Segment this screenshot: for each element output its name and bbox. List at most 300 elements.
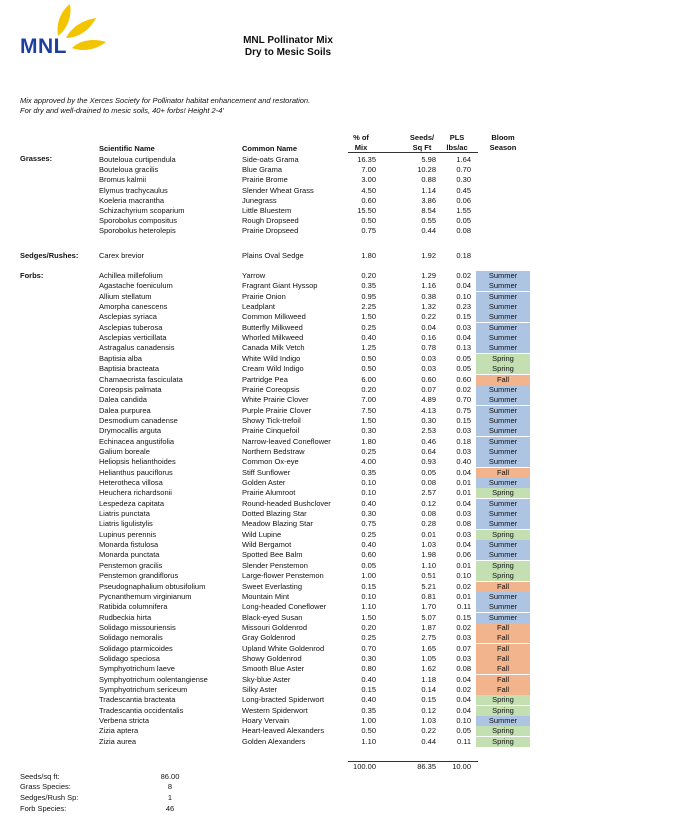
seeds-per-sqft: 1.16: [421, 281, 436, 291]
mix-percent: 1.50: [361, 312, 376, 322]
pls-lbs-ac: 0.03: [456, 653, 471, 663]
scientific-name: Sporobolus heterolepis: [99, 226, 176, 236]
mix-percent: 0.40: [361, 333, 376, 343]
scientific-name: Achillea millefolium: [99, 271, 163, 280]
seeds-per-sqft: 0.38: [421, 291, 436, 301]
table-row: [0, 206, 677, 216]
common-name: Rough Dropseed: [242, 216, 299, 226]
table-row: [0, 385, 677, 395]
mix-percent: 0.60: [361, 195, 376, 205]
bloom-season-badge: Fall: [476, 375, 530, 385]
seeds-per-sqft: 0.93: [421, 457, 436, 467]
pls-lbs-ac: 0.04: [456, 695, 471, 705]
table-row: [0, 364, 677, 374]
seeds-per-sqft: 1.18: [421, 674, 436, 684]
bloom-season-badge: Spring: [476, 354, 530, 364]
mix-percent: 0.20: [361, 384, 376, 394]
table-row: [0, 175, 677, 185]
bloom-season-badge: Spring: [476, 706, 530, 716]
mix-percent: 0.50: [361, 726, 376, 736]
bloom-season-badge: Spring: [476, 737, 530, 747]
table-row: [0, 251, 677, 261]
scientific-name: Dalea purpurea: [99, 405, 151, 415]
common-name: Prairie Dropseed: [242, 226, 299, 236]
seeds-per-sqft: 1.92: [421, 251, 436, 260]
pls-lbs-ac: 0.01: [456, 478, 471, 487]
common-name: Round-headed Bushclover: [242, 498, 331, 508]
scientific-name: Tradescantia bracteata: [99, 695, 176, 705]
pls-lbs-ac: 0.13: [456, 343, 471, 353]
table-row: [0, 395, 677, 405]
scientific-name: Pycnanthemum virginianum: [99, 591, 192, 601]
bloom-season-badge: Summer: [476, 716, 530, 726]
common-name: Common Milkweed: [242, 312, 306, 322]
table-row: [0, 530, 677, 540]
seeds-per-sqft: 0.81: [421, 591, 436, 601]
seeds-per-sqft: 0.12: [421, 705, 436, 715]
totals-row: [0, 762, 677, 772]
pls-lbs-ac: 1.55: [456, 206, 471, 215]
seeds-per-sqft: 0.28: [421, 519, 436, 529]
pls-lbs-ac: 0.05: [456, 353, 471, 363]
common-name: Upland White Goldenrod: [242, 643, 325, 653]
table-row: [0, 457, 677, 467]
table-row: [0, 281, 677, 291]
pls-lbs-ac: 0.02: [456, 622, 471, 632]
seeds-per-sqft: 1.65: [421, 643, 436, 653]
table-row: [0, 582, 677, 592]
scientific-name: Carex brevior: [99, 251, 145, 260]
col-header-bloom-2: Season: [489, 143, 517, 152]
total-pls: 10.00: [452, 762, 471, 771]
bloom-season-badge: Summer: [476, 509, 530, 519]
scientific-name: Koeleria macrantha: [99, 195, 165, 205]
bloom-season-badge: Summer: [476, 613, 530, 623]
page-subtitle: Dry to Mesic Soils: [244, 47, 332, 58]
seeds-per-sqft: 1.98: [421, 550, 436, 560]
scientific-name: Penstemon gracilis: [99, 560, 163, 570]
mix-percent: 0.15: [361, 685, 376, 694]
bloom-season-badge: Spring: [476, 695, 530, 705]
mix-percent: 0.25: [361, 322, 376, 332]
common-name: Sky-blue Aster: [242, 674, 291, 684]
common-name: Hoary Vervain: [242, 716, 290, 726]
pls-lbs-ac: 0.03: [456, 633, 471, 643]
common-name: Black-eyed Susan: [242, 612, 303, 622]
bloom-season-badge: Spring: [476, 488, 530, 498]
scientific-name: Baptisia alba: [99, 353, 142, 363]
bloom-season-badge: Spring: [476, 364, 530, 374]
scientific-name: Galium boreale: [99, 446, 150, 456]
table-row: [0, 592, 677, 602]
seeds-per-sqft: 1.62: [421, 664, 436, 674]
common-name: Large-flower Penstemon: [242, 571, 324, 581]
bloom-season-badge: Summer: [476, 343, 530, 353]
table-row: [0, 488, 677, 498]
table-row: [0, 654, 677, 664]
table-row: [0, 343, 677, 353]
pls-lbs-ac: 0.10: [456, 291, 471, 301]
pls-lbs-ac: 0.10: [456, 716, 471, 726]
common-name: Dotted Blazing Star: [242, 509, 307, 519]
common-name: Leadplant: [242, 302, 275, 312]
scientific-name: Symphyotrichum oolentangiense: [99, 674, 208, 684]
pls-lbs-ac: 0.11: [456, 602, 471, 612]
pls-lbs-ac: 0.45: [456, 185, 471, 195]
bloom-season-badge: Summer: [476, 519, 530, 529]
summary-value: 1: [167, 793, 173, 802]
mix-percent: 16.35: [357, 155, 376, 164]
pls-lbs-ac: 0.75: [456, 405, 471, 415]
scientific-name: Agastache foeniculum: [99, 281, 173, 291]
col-header-scientific: Scientific Name: [99, 144, 155, 153]
table-row: [0, 155, 677, 165]
seeds-per-sqft: 0.44: [421, 226, 436, 236]
scientific-name: Lupinus perennis: [99, 529, 157, 539]
summary-label: Forb Species:: [20, 804, 67, 813]
col-header-seeds-2: Sq Ft: [412, 143, 432, 152]
pls-lbs-ac: 0.02: [456, 384, 471, 394]
common-name: Stiff Sunflower: [242, 467, 291, 477]
table-row: [0, 196, 677, 206]
table-row: [0, 406, 677, 416]
mix-percent: 0.40: [361, 498, 376, 508]
total-seeds: 86.35: [417, 762, 436, 771]
mix-percent: 1.80: [361, 251, 376, 260]
bloom-season-badge: Summer: [476, 592, 530, 602]
pls-lbs-ac: 0.70: [456, 165, 471, 175]
pls-lbs-ac: 0.04: [456, 498, 471, 508]
pls-lbs-ac: 0.01: [456, 560, 471, 570]
common-name: Slender Wheat Grass: [242, 185, 314, 195]
pls-lbs-ac: 0.04: [456, 705, 471, 715]
seeds-per-sqft: 0.51: [421, 571, 436, 581]
seeds-per-sqft: 0.01: [421, 529, 436, 539]
table-row: [0, 623, 677, 633]
pls-lbs-ac: 0.04: [456, 674, 471, 684]
table-row: [0, 416, 677, 426]
common-name: Partridge Pea: [242, 374, 288, 384]
seeds-per-sqft: 0.08: [421, 478, 436, 487]
common-name: Missouri Goldenrod: [242, 622, 308, 632]
scientific-name: Tradescantia occidentalis: [99, 705, 184, 715]
seeds-per-sqft: 0.78: [421, 343, 436, 353]
seeds-per-sqft: 5.98: [421, 155, 436, 164]
section-label-grasses: Grasses:: [20, 154, 53, 163]
table-row: [0, 426, 677, 436]
bloom-season-badge: Summer: [476, 323, 530, 333]
table-row: [0, 375, 677, 385]
mix-percent: 0.30: [361, 426, 376, 436]
pls-lbs-ac: 0.03: [456, 446, 471, 456]
scientific-name: Schizachyrium scoparium: [99, 206, 185, 215]
scientific-name: Heterotheca villosa: [99, 478, 163, 487]
seeds-per-sqft: 3.86: [421, 195, 436, 205]
pls-lbs-ac: 0.08: [456, 519, 471, 529]
common-name: Common Ox-eye: [242, 457, 299, 467]
bloom-season-badge: Summer: [476, 437, 530, 447]
mix-percent: 0.50: [361, 353, 376, 363]
pls-lbs-ac: 0.01: [456, 591, 471, 601]
scientific-name: Verbena stricta: [99, 716, 150, 726]
seeds-per-sqft: 1.05: [421, 653, 436, 663]
bloom-season-badge: Summer: [476, 540, 530, 550]
bloom-season-badge: Spring: [476, 726, 530, 736]
bloom-season-badge: Fall: [476, 633, 530, 643]
scientific-name: Solidago missouriensis: [99, 622, 176, 632]
table-row: [0, 737, 677, 747]
common-name: Silky Aster: [242, 685, 278, 694]
pls-lbs-ac: 0.03: [456, 529, 471, 539]
scientific-name: Desmodium canadense: [99, 415, 178, 425]
summary-label: Seeds/sq ft:: [20, 772, 60, 781]
seeds-per-sqft: 0.03: [421, 353, 436, 363]
bloom-season-badge: Fall: [476, 675, 530, 685]
scientific-name: Asclepias syriaca: [99, 312, 157, 322]
scientific-name: Baptisia bracteata: [99, 364, 160, 374]
mix-percent: 7.00: [361, 165, 376, 175]
mix-percent: 1.10: [361, 736, 376, 746]
common-name: Butterfly Milkweed: [242, 322, 303, 332]
seeds-per-sqft: 1.03: [421, 540, 436, 550]
bloom-season-badge: Fall: [476, 664, 530, 674]
pls-lbs-ac: 0.05: [456, 726, 471, 736]
scientific-name: Lespedeza capitata: [99, 498, 165, 508]
page-title: MNL Pollinator Mix: [243, 35, 333, 46]
header-rule: [348, 152, 478, 153]
pls-lbs-ac: 0.03: [456, 426, 471, 436]
scientific-name: Monarda fistulosa: [99, 540, 159, 550]
seeds-per-sqft: 0.64: [421, 446, 436, 456]
table-row: [0, 447, 677, 457]
pls-lbs-ac: 0.01: [456, 488, 471, 498]
section-label-forbs: Forbs:: [20, 271, 44, 280]
pls-lbs-ac: 0.15: [456, 415, 471, 425]
table-row: [0, 312, 677, 322]
table-row: [0, 509, 677, 519]
pls-lbs-ac: 0.11: [456, 736, 471, 746]
table-row: [0, 468, 677, 478]
bloom-season-badge: Summer: [476, 292, 530, 302]
pls-lbs-ac: 0.03: [456, 322, 471, 332]
scientific-name: Pseudognaphalium obtusifolium: [99, 581, 206, 591]
mix-percent: 0.35: [361, 705, 376, 715]
mix-percent: 2.25: [361, 302, 376, 312]
table-row: [0, 571, 677, 581]
common-name: Smooth Blue Aster: [242, 664, 305, 674]
mix-percent: 0.35: [361, 467, 376, 477]
col-header-bloom-1: Bloom: [491, 133, 515, 142]
mix-percent: 0.40: [361, 540, 376, 550]
table-row: [0, 550, 677, 560]
common-name: Mountain Mint: [242, 591, 290, 601]
bloom-season-badge: Summer: [476, 602, 530, 612]
bloom-season-badge: Summer: [476, 333, 530, 343]
scientific-name: Elymus trachycaulus: [99, 185, 168, 195]
common-name: Prairie Coreopsis: [242, 384, 300, 394]
scientific-name: Asclepias tuberosa: [99, 322, 163, 332]
bloom-season-badge: Fall: [476, 685, 530, 695]
table-row: [0, 323, 677, 333]
mix-percent: 0.10: [361, 478, 376, 487]
common-name: Showy Goldenrod: [242, 653, 302, 663]
mix-percent: 0.05: [361, 560, 376, 570]
pls-lbs-ac: 0.08: [456, 664, 471, 674]
table-row: [0, 633, 677, 643]
common-name: Long-bracted Spiderwort: [242, 695, 325, 705]
pls-lbs-ac: 0.08: [456, 226, 471, 236]
pls-lbs-ac: 0.02: [456, 685, 471, 694]
table-row: [0, 478, 677, 488]
mix-percent: 1.80: [361, 436, 376, 446]
common-name: Prairie Alumroot: [242, 488, 296, 498]
table-row: [0, 644, 677, 654]
bloom-season-badge: Summer: [476, 457, 530, 467]
scientific-name: Solidago ptarmicoides: [99, 643, 173, 653]
seeds-per-sqft: 0.46: [421, 436, 436, 446]
bloom-season-badge: Fall: [476, 644, 530, 654]
bloom-season-badge: Summer: [476, 499, 530, 509]
bloom-season-badge: Summer: [476, 302, 530, 312]
pls-lbs-ac: 0.04: [456, 333, 471, 343]
bloom-season-badge: Spring: [476, 530, 530, 540]
seeds-per-sqft: 0.12: [421, 498, 436, 508]
pls-lbs-ac: 0.60: [456, 374, 471, 384]
scientific-name: Rudbeckia hirta: [99, 612, 152, 622]
scientific-name: Solidago nemoralis: [99, 633, 163, 643]
seeds-per-sqft: 2.75: [421, 633, 436, 643]
mix-percent: 7.00: [361, 395, 376, 405]
table-row: [0, 216, 677, 226]
common-name: Little Bluestem: [242, 206, 292, 215]
bloom-season-badge: Summer: [476, 281, 530, 291]
pls-lbs-ac: 0.04: [456, 281, 471, 291]
scientific-name: Bouteloua gracilis: [99, 165, 159, 175]
seeds-per-sqft: 0.22: [421, 726, 436, 736]
section-label-sedges: Sedges/Rushes:: [20, 251, 79, 260]
mix-percent: 7.50: [361, 405, 376, 415]
bloom-season-badge: Summer: [476, 385, 530, 395]
table-row: [0, 271, 677, 281]
seeds-per-sqft: 0.22: [421, 312, 436, 322]
seeds-per-sqft: 8.54: [421, 206, 436, 215]
pls-lbs-ac: 0.40: [456, 457, 471, 467]
bloom-season-badge: Summer: [476, 406, 530, 416]
mix-percent: 0.30: [361, 653, 376, 663]
mix-percent: 0.60: [361, 550, 376, 560]
mix-percent: 0.50: [361, 364, 376, 374]
mix-percent: 6.00: [361, 374, 376, 384]
table-row: [0, 716, 677, 726]
table-row: [0, 695, 677, 705]
common-name: Blue Grama: [242, 165, 283, 175]
common-name: Northern Bedstraw: [242, 446, 305, 456]
scientific-name: Sporobolus compositus: [99, 216, 177, 226]
table-row: [0, 726, 677, 736]
scientific-name: Chamaecrista fasciculata: [99, 374, 183, 384]
mix-percent: 0.50: [361, 216, 376, 226]
common-name: Wild Lupine: [242, 529, 282, 539]
scientific-name: Amorpha canescens: [99, 302, 168, 312]
table-row: [0, 186, 677, 196]
pls-lbs-ac: 0.06: [456, 550, 471, 560]
summary-value: 46: [165, 804, 175, 813]
mix-percent: 0.40: [361, 695, 376, 705]
seeds-per-sqft: 0.05: [421, 467, 436, 477]
common-name: Golden Alexanders: [242, 736, 306, 746]
col-header-pls-2: lbs/ac: [446, 143, 468, 152]
mix-percent: 1.00: [361, 571, 376, 581]
scientific-name: Bromus kalmii: [99, 175, 147, 185]
seeds-per-sqft: 1.87: [421, 622, 436, 632]
seeds-per-sqft: 1.29: [421, 271, 436, 280]
pls-lbs-ac: 0.10: [456, 571, 471, 581]
common-name: Side-oats Grama: [242, 155, 299, 164]
intro-line-1: Mix approved by the Xerces Society for Pollinator habitat enhancement and restoration.: [20, 96, 311, 105]
mix-percent: 4.50: [361, 185, 376, 195]
scientific-name: Monarda punctata: [99, 550, 160, 560]
mix-percent: 1.50: [361, 415, 376, 425]
pls-lbs-ac: 0.15: [456, 312, 471, 322]
scientific-name: Bouteloua curtipendula: [99, 155, 176, 164]
table-row: [0, 333, 677, 343]
common-name: Cream Wild Indigo: [242, 364, 304, 374]
mix-percent: 1.00: [361, 716, 376, 726]
seeds-per-sqft: 5.21: [421, 581, 436, 591]
seeds-per-sqft: 0.08: [421, 509, 436, 519]
bloom-season-badge: Summer: [476, 271, 530, 281]
seeds-per-sqft: 1.32: [421, 302, 436, 312]
mix-percent: 0.40: [361, 674, 376, 684]
bloom-season-badge: Fall: [476, 623, 530, 633]
scientific-name: Heuchera richardsonii: [99, 488, 172, 498]
scientific-name: Drymocallis arguta: [99, 426, 162, 436]
seeds-per-sqft: 2.53: [421, 426, 436, 436]
scientific-name: Liatris punctata: [99, 509, 150, 519]
mix-percent: 1.10: [361, 602, 376, 612]
mix-percent: 1.50: [361, 612, 376, 622]
summary-label: Sedges/Rush Sp:: [20, 793, 79, 802]
seeds-per-sqft: 0.14: [421, 685, 436, 694]
common-name: Whorled Milkweed: [242, 333, 304, 343]
bloom-season-badge: Summer: [476, 550, 530, 560]
table-row: [0, 602, 677, 612]
scientific-name: Dalea candida: [99, 395, 147, 405]
table-row: [0, 165, 677, 175]
scientific-name: Coreopsis palmata: [99, 384, 162, 394]
mix-percent: 0.25: [361, 633, 376, 643]
pls-lbs-ac: 0.70: [456, 395, 471, 405]
mix-percent: 0.35: [361, 281, 376, 291]
common-name: Yarrow: [242, 271, 266, 280]
pls-lbs-ac: 0.02: [456, 271, 471, 280]
common-name: White Wild Indigo: [242, 353, 301, 363]
col-header-pls-1: PLS: [449, 133, 465, 142]
intro-line-2: For dry and well-drained to mesic soils, 40+ forbs! Height 2-4': [20, 106, 224, 115]
pls-lbs-ac: 0.06: [456, 195, 471, 205]
common-name: White Prairie Clover: [242, 395, 309, 405]
bloom-season-badge: Summer: [476, 312, 530, 322]
seeds-per-sqft: 0.88: [421, 175, 436, 185]
seeds-per-sqft: 0.60: [421, 374, 436, 384]
common-name: Meadow Blazing Star: [242, 519, 313, 529]
mix-percent: 0.15: [361, 581, 376, 591]
table-row: [0, 664, 677, 674]
common-name: Western Spiderwort: [242, 705, 308, 715]
scientific-name: Symphyotrichum sericeum: [99, 685, 188, 694]
bloom-season-badge: Fall: [476, 654, 530, 664]
table-row: [0, 561, 677, 571]
